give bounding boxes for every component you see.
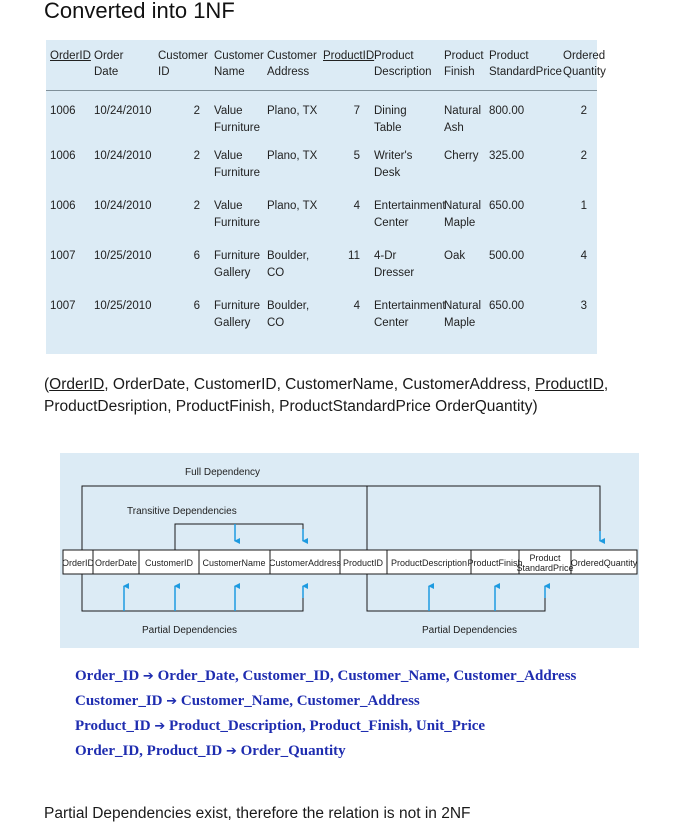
table-row xyxy=(46,198,597,248)
table-cell-product-description: Writer's Desk xyxy=(374,150,413,179)
table-cell-customer-address: Plano, TX xyxy=(267,104,318,117)
table-cell-product-finish: Cherry xyxy=(444,150,479,162)
table-cell-order-id: 1006 xyxy=(50,150,76,162)
table-cell-order-date: 10/24/2010 xyxy=(94,200,152,212)
table-cell-quantity: 2 xyxy=(580,150,587,162)
table-cell-customer-name: Value Furniture xyxy=(214,150,261,179)
attr-customeraddress: CustomerAddress xyxy=(268,558,342,568)
column-header: OrderID xyxy=(46,40,90,90)
attr-productdescription: ProductDescription xyxy=(390,558,468,568)
table-cell-standard-price: 650.00 xyxy=(489,200,525,212)
table-cell-order-date: 10/24/2010 xyxy=(94,104,152,117)
table-cell-order-date: 10/24/2010 xyxy=(94,150,152,162)
table-cell-product-finish: Natural Ash xyxy=(444,104,482,134)
table-cell-customer-id: 6 xyxy=(193,300,200,312)
table-cell-quantity: 2 xyxy=(580,104,587,117)
attr-productid: ProductID xyxy=(342,558,384,568)
table-cell-customer-id: 2 xyxy=(193,104,200,117)
table-cell-customer-address: Boulder, CO xyxy=(267,300,310,329)
table-header-row xyxy=(46,40,597,90)
table-row xyxy=(46,148,597,198)
table-cell-product-description: Entertainment Center xyxy=(374,300,446,329)
column-header: Ordered Quantity xyxy=(559,40,597,90)
table-cell-order-id: 1006 xyxy=(50,200,76,212)
table-cell-product-finish: Natural Maple xyxy=(444,300,482,329)
table-cell-quantity: 3 xyxy=(580,300,587,312)
column-header: Customer ID xyxy=(154,40,210,90)
table-cell-standard-price: 325.00 xyxy=(489,150,525,162)
table-cell-product-description: Dining Table xyxy=(374,104,407,134)
table-cell-customer-id: 2 xyxy=(193,150,200,162)
attr-product: Product xyxy=(529,553,561,563)
attr-customername: CustomerName xyxy=(202,558,266,568)
table-cell-standard-price: 650.00 xyxy=(489,300,525,312)
table-cell-order-date: 10/25/2010 xyxy=(94,300,152,312)
page-title: Converted into 1NF xyxy=(44,0,235,23)
1nf-table xyxy=(46,40,606,348)
table-cell-order-date: 10/25/2010 xyxy=(94,250,152,262)
column-header: Product Description xyxy=(370,40,440,90)
table-cell-customer-name: Value Furniture xyxy=(214,104,261,134)
table-cell-customer-name: Furniture Gallery xyxy=(214,250,261,279)
table-cell-customer-id: 2 xyxy=(193,200,200,212)
table-cell-customer-name: Value Furniture xyxy=(214,200,261,229)
table-cell-standard-price: 800.00 xyxy=(489,104,525,117)
fd-line-2: Customer_ID ➔ Customer_Name, Customer_Address xyxy=(75,693,420,709)
key-productid: ProductID xyxy=(534,376,604,393)
table-cell-product-description: Entertainment Center xyxy=(374,200,446,229)
table-cell-product-id: 4 xyxy=(353,300,360,312)
relation-schema: (OrderID, OrderDate, CustomerID, CustomerName, CustomerAddress, ProductID, ProductDesription, ProductFinish, ProductStandardPrice OrderQuantity) xyxy=(44,376,609,415)
full-dependency-label: Full Dependency xyxy=(185,467,261,478)
table-cell-product-description: 4-Dr Dresser xyxy=(374,250,415,279)
column-header: Product StandardPrice xyxy=(485,40,559,90)
arrow-right-icon: ➔ xyxy=(142,669,154,684)
fd-line-3: Product_ID ➔ Product_Description, Product_Finish, Unit_Price xyxy=(75,718,486,734)
table-row xyxy=(46,298,597,348)
dependency-diagram xyxy=(60,453,639,648)
full-dependency-line xyxy=(82,486,600,550)
partial-dependency-left-line xyxy=(82,574,303,611)
attr-orderid: OrderID xyxy=(61,558,95,568)
table-cell-standard-price: 500.00 xyxy=(489,250,525,262)
attr-standardprice: StandardPrice xyxy=(516,563,574,573)
attr-productfinish: ProductFinish xyxy=(467,558,523,568)
table-cell-customer-name: Furniture Gallery xyxy=(214,300,261,329)
transitive-dependencies-label: Transitive Dependencies xyxy=(127,506,237,517)
table-cell-order-id: 1007 xyxy=(50,250,76,262)
arrow-right-icon: ➔ xyxy=(154,719,166,734)
table-cell-customer-id: 6 xyxy=(193,250,200,262)
functional-dependencies xyxy=(75,664,576,764)
table-cell-customer-address: Boulder, CO xyxy=(267,250,310,279)
table-cell-order-id: 1007 xyxy=(50,300,76,312)
table-row xyxy=(46,248,597,298)
column-header: Customer Address xyxy=(263,40,319,90)
attr-customerid: CustomerID xyxy=(144,558,194,568)
partial-dependencies-right-label: Partial Dependencies xyxy=(422,625,518,636)
partial-dependencies-left-label: Partial Dependencies xyxy=(142,625,238,636)
attr-orderdate: OrderDate xyxy=(94,558,138,568)
column-header: ProductID xyxy=(319,40,370,90)
fd-line-1: Order_ID ➔ Order_Date, Customer_ID, Customer_Name, Customer_Address xyxy=(75,668,577,684)
table-cell-product-id: 4 xyxy=(353,200,360,212)
key-orderid: OrderID xyxy=(49,376,105,393)
transitive-dependency-line xyxy=(175,524,303,550)
table-row xyxy=(46,90,597,148)
table-cell-quantity: 1 xyxy=(580,200,587,212)
column-header: Customer Name xyxy=(210,40,263,90)
table-cell-product-id: 11 xyxy=(348,250,360,262)
arrow-right-icon: ➔ xyxy=(225,744,237,759)
table-cell-product-finish: Natural Maple xyxy=(444,200,482,229)
column-header: Order Date xyxy=(90,40,154,90)
table-cell-order-id: 1006 xyxy=(50,104,76,117)
column-header: Product Finish xyxy=(440,40,485,90)
table-cell-quantity: 4 xyxy=(580,250,587,262)
1nf-table-panel xyxy=(46,40,606,354)
arrow-right-icon: ➔ xyxy=(166,694,178,709)
table-cell-customer-address: Plano, TX xyxy=(267,200,318,212)
partial-dependency-right-line xyxy=(367,574,545,611)
fd-line-4: Order_ID, Product_ID ➔ Order_Quantity xyxy=(75,743,346,759)
table-cell-product-id: 7 xyxy=(353,104,360,117)
table-cell-product-id: 5 xyxy=(353,150,360,162)
attr-orderedquantity: OrderedQuantity xyxy=(570,558,638,568)
conclusion-text: Partial Dependencies exist, therefore the relation is not in 2NF xyxy=(44,805,471,822)
dependency-diagram-svg xyxy=(60,453,639,648)
table-cell-customer-address: Plano, TX xyxy=(267,150,318,162)
table-cell-product-finish: Oak xyxy=(444,250,466,262)
